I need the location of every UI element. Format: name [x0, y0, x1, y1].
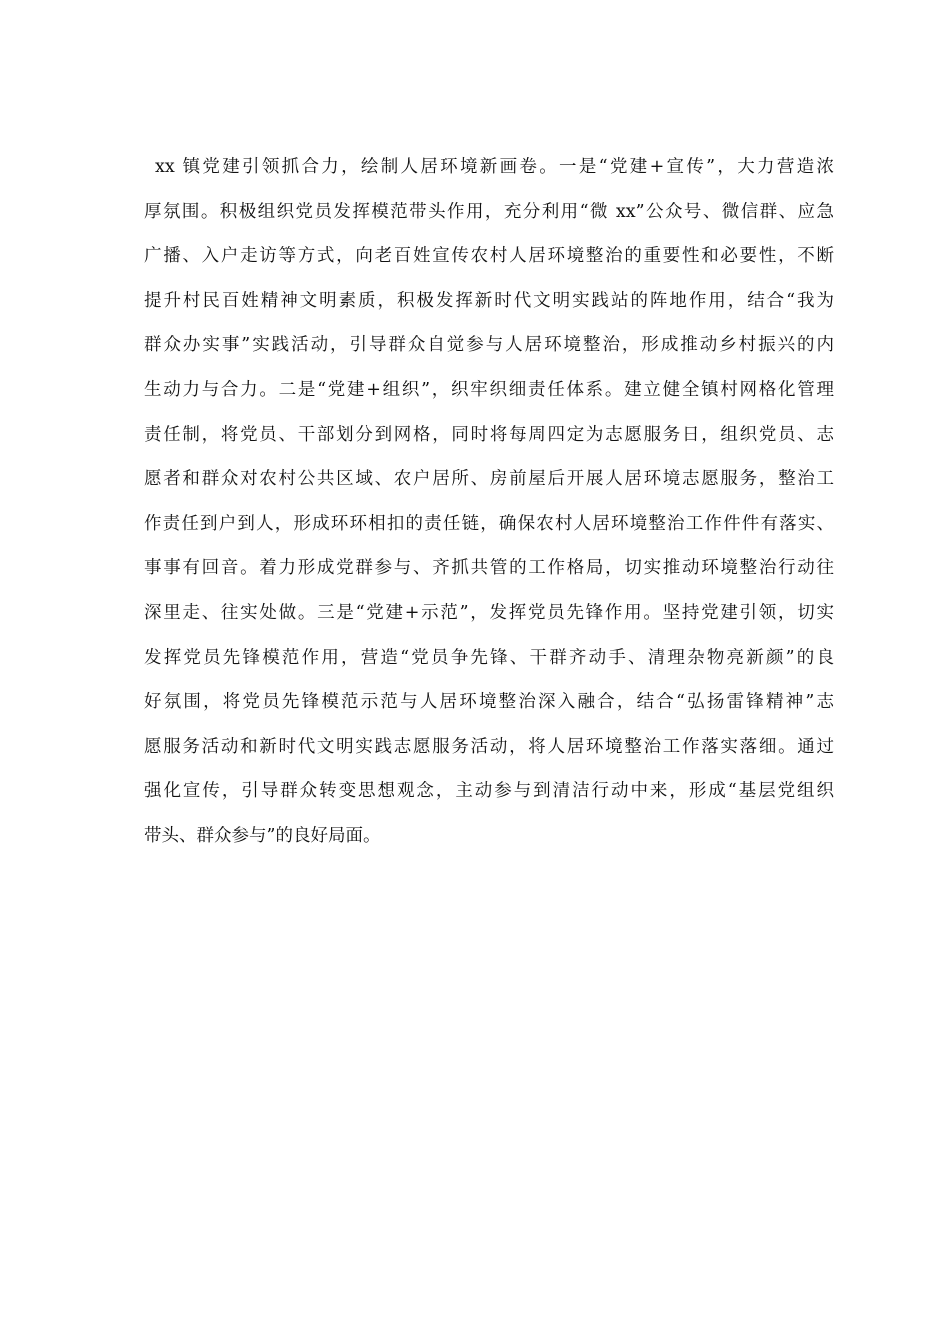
paragraph-line: 愿服务活动和新时代文明实践志愿服务活动，将人居环境整治工作落实落细。通过: [144, 736, 834, 757]
paragraph-line: 强化宣传，引导群众转变思想观念，主动参与到清洁行动中来，形成“基层党组织: [144, 781, 834, 802]
paragraph-line: 事事有回音。着力形成党群参与、齐抓共管的工作格局，切实推动环境整治行动往: [144, 558, 834, 579]
paragraph-line: 提升村民百姓精神文明素质，积极发挥新时代文明实践站的阵地作用，结合“我为: [144, 290, 834, 311]
paragraph-line: 厚氛围。积极组织党员发挥模范带头作用，充分利用“微 xx”公众号、微信群、应急: [144, 201, 834, 222]
body-paragraph: [144, 145, 834, 859]
paragraph-line: 好氛围，将党员先锋模范示范与人居环境整治深入融合，结合“弘扬雷锋精神”志: [144, 692, 834, 713]
paragraph-line: 深里走、往实处做。三是“党建+示范”，发挥党员先锋作用。坚持党建引领，切实: [144, 602, 834, 623]
paragraph-line: 带头、群众参与”的良好局面。: [144, 825, 381, 846]
paragraph-line: 作责任到户到人，形成环环相扣的责任链，确保农村人居环境整治工作件件有落实、: [144, 513, 834, 534]
paragraph-line: 广播、入户走访等方式，向老百姓宣传农村人居环境整治的重要性和必要性，不断: [144, 246, 834, 267]
paragraph-line: 群众办实事”实践活动，引导群众自觉参与人居环境整治，形成推动乡村振兴的内: [144, 335, 834, 356]
paragraph-line: 发挥党员先锋模范作用，营造“党员争先锋、干群齐动手、清理杂物亮新颜”的良: [144, 647, 834, 668]
paragraph-line: 生动力与合力。二是“党建+组织”，织牢织细责任体系。建立健全镇村网格化管理: [144, 379, 834, 400]
paragraph-line: xx 镇党建引领抓合力，绘制人居环境新画卷。一是“党建+宣传”，大力营造浓: [155, 157, 834, 177]
paragraph-line: 愿者和群众对农村公共区域、农户居所、房前屋后开展人居环境志愿服务，整治工: [144, 469, 834, 490]
paragraph-line: 责任制，将党员、干部划分到网格，同时将每周四定为志愿服务日，组织党员、志: [144, 424, 834, 445]
